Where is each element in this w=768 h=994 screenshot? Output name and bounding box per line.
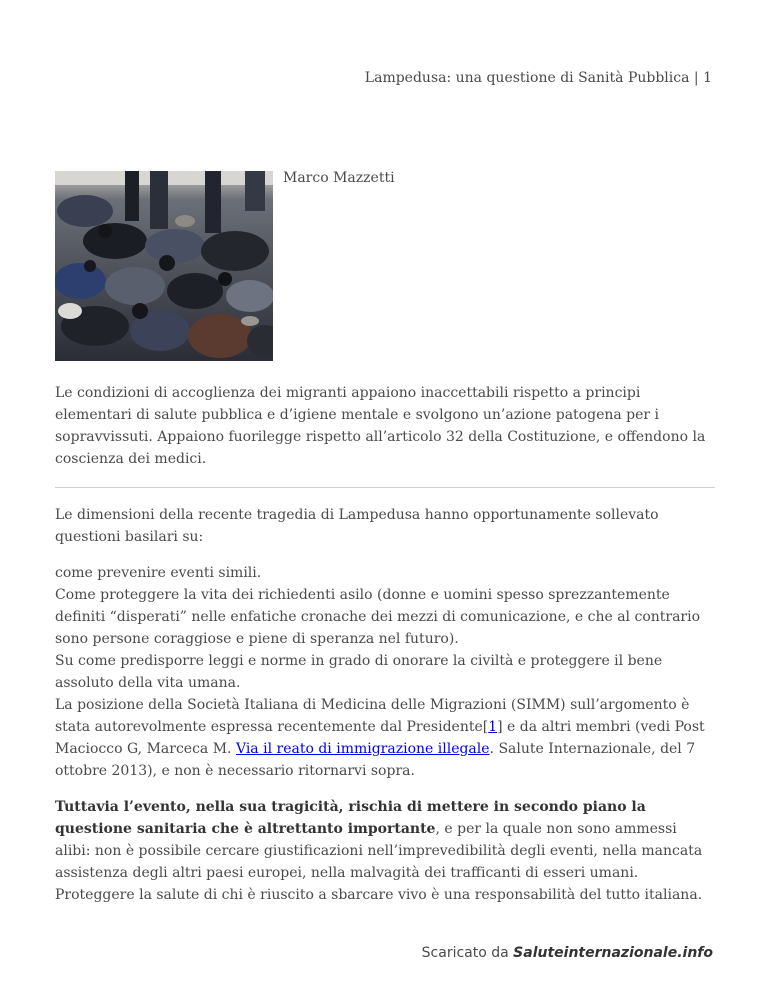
list-item: Come proteggere la vita dei richiedenti asilo (donne e uomini spesso sprezzantemente definiti “disperati” nelle enfatiche cronache dei mezzi di comunicazione, e che al contrario sono persone coraggiose e piene di speranza nel futuro). xyxy=(55,587,701,647)
page-footer xyxy=(422,943,713,963)
footer-prefix: Scaricato da xyxy=(421,945,514,961)
simm-text-cont: ] e da altri membri (vedi Post Maciocco G, Marceca M. xyxy=(55,719,705,757)
article-intro: Le condizioni di accoglienza dei migranti appaiono inaccettabili rispetto a principi elementari di salute pubblica e d’igiene mentale e svolgono un’azione patogena per i sopravvissuti. Appaiono fuorilegge rispetto all’articolo 32 della Costituzione, e offendono la coscienza dei medici. xyxy=(55,385,706,467)
divider xyxy=(55,487,715,488)
author-name: Marco Mazzetti xyxy=(283,170,395,186)
footer-site: Saluteinternazionale.info xyxy=(513,945,713,961)
question-list xyxy=(55,562,715,782)
list-item: Su come predisporre leggi e norme in grado di onorare la civiltà e proteggere il bene assoluto della vita umana. xyxy=(55,653,663,691)
bold-statement: Tuttavia l’evento, nella sua tragicità, rischia di mettere in secondo piano la questione sanitaria che è altrettanto importante xyxy=(55,799,646,837)
list-item xyxy=(55,694,715,782)
paragraph-last xyxy=(55,796,715,906)
header-separator: | xyxy=(689,70,704,86)
simm-text: La posizione della Società Italiana di Medicina delle Migrazioni (SIMM) sull’argomento è stata autorevolmente espressa recentemente dal Presidente[ xyxy=(55,697,690,735)
paragraph-text: , e per la quale non sono ammessi alibi: non è possibile cercare giustificazioni nell’imprevedibilità degli eventi, nella mancata assistenza degli altri paesi europei, nella malvagità dei trafficanti di esseri umani. Proteggere la salute di chi è riuscito a sbarcare vivo è una responsabilità del tutto italiana. xyxy=(55,821,703,903)
footnote-link[interactable]: 1 xyxy=(488,719,498,735)
article-link[interactable]: Via il reato di immigrazione illegale xyxy=(235,741,490,757)
page-number: 1 xyxy=(703,70,712,86)
page-header xyxy=(365,68,712,88)
header-title: Lampedusa: una questione di Sanità Pubblica xyxy=(364,70,690,86)
list-item: come prevenire eventi simili. xyxy=(55,565,262,581)
article-body xyxy=(55,382,715,920)
paragraph: Le dimensioni della recente tragedia di Lampedusa hanno opportunamente sollevato questioni basilari su: xyxy=(55,507,659,545)
simm-text-end: . Salute Internazionale, del 7 ottobre 2013), e non è necessario ritornarvi sopra. xyxy=(55,741,696,779)
migrants-photo xyxy=(55,171,273,361)
